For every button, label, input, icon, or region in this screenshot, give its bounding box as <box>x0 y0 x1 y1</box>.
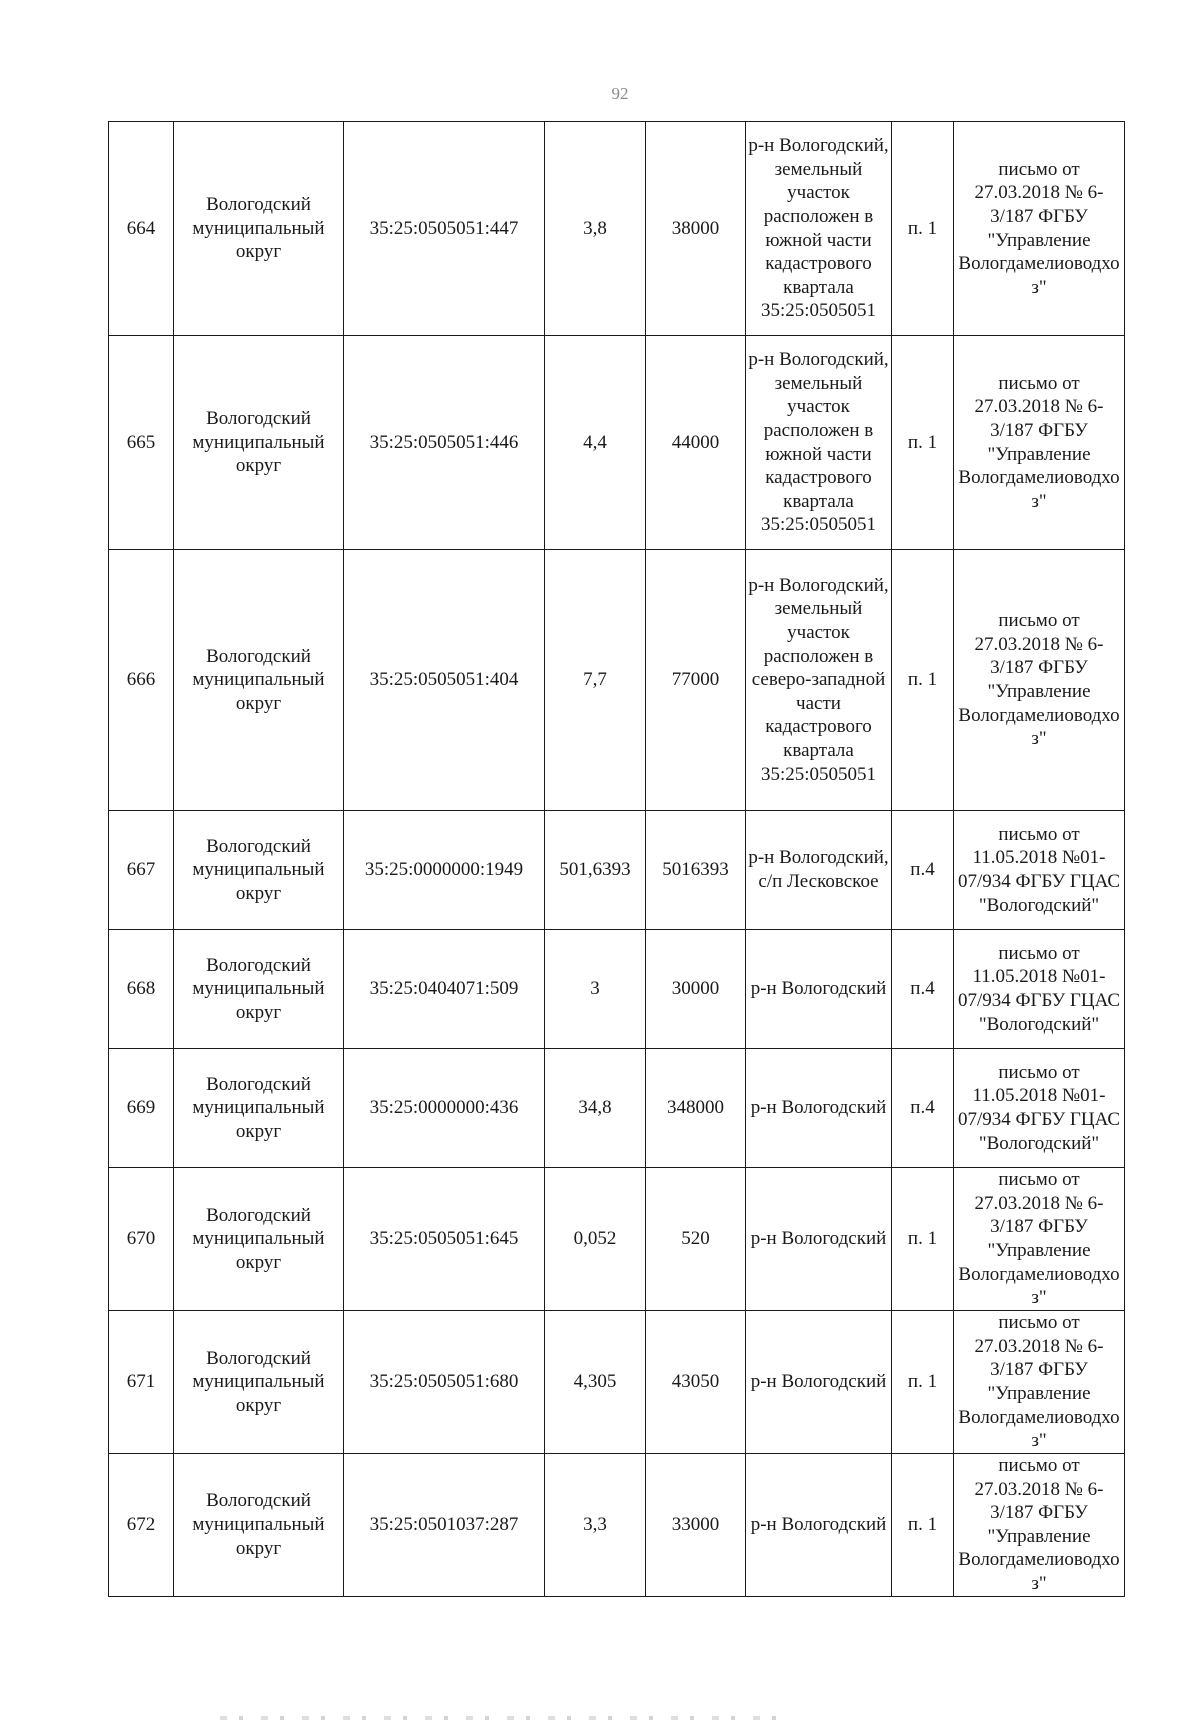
location-cell: р-н Вологодский <box>746 1168 892 1311</box>
cadastral-number-cell: 35:25:0000000:436 <box>344 1049 545 1168</box>
area-ha-cell: 3,3 <box>545 1454 646 1597</box>
point-cell: п. 1 <box>892 122 954 336</box>
area-ha-cell: 4,305 <box>545 1311 646 1454</box>
basis-cell: письмо от 27.03.2018 № 6-3/187 ФГБУ "Управление Вологдамелиоводхоз" <box>954 336 1125 550</box>
point-cell: п.4 <box>892 1049 954 1168</box>
point-cell: п. 1 <box>892 550 954 811</box>
point-cell: п. 1 <box>892 1168 954 1311</box>
district-cell: Вологодский муниципальный округ <box>174 550 344 811</box>
basis-cell: письмо от 27.03.2018 № 6-3/187 ФГБУ "Управление Вологдамелиоводхоз" <box>954 550 1125 811</box>
area-m2-cell: 348000 <box>646 1049 746 1168</box>
row-number: 670 <box>109 1168 174 1311</box>
district-cell: Вологодский муниципальный округ <box>174 930 344 1049</box>
cadastral-number-cell: 35:25:0505051:447 <box>344 122 545 336</box>
cadastral-number-cell: 35:25:0404071:509 <box>344 930 545 1049</box>
table-row <box>109 550 1125 811</box>
basis-cell: письмо от 27.03.2018 № 6-3/187 ФГБУ "Управление Вологдамелиоводхоз" <box>954 1168 1125 1311</box>
land-register-table <box>108 121 1125 1597</box>
row-number: 669 <box>109 1049 174 1168</box>
area-ha-cell: 501,6393 <box>545 811 646 930</box>
location-cell: р-н Вологодский <box>746 1311 892 1454</box>
point-cell: п. 1 <box>892 1311 954 1454</box>
row-number: 668 <box>109 930 174 1049</box>
basis-cell: письмо от 11.05.2018 №01-07/934 ФГБУ ГЦАС "Вологодский" <box>954 811 1125 930</box>
district-cell: Вологодский муниципальный округ <box>174 1454 344 1597</box>
location-cell: р-н Вологодский <box>746 930 892 1049</box>
basis-cell: письмо от 27.03.2018 № 6-3/187 ФГБУ "Управление Вологдамелиоводхоз" <box>954 122 1125 336</box>
row-number: 671 <box>109 1311 174 1454</box>
area-m2-cell: 520 <box>646 1168 746 1311</box>
location-cell: р-н Вологодский <box>746 1454 892 1597</box>
area-m2-cell: 33000 <box>646 1454 746 1597</box>
table-row <box>109 1454 1125 1597</box>
table-row <box>109 336 1125 550</box>
area-m2-cell: 77000 <box>646 550 746 811</box>
table-row <box>109 1049 1125 1168</box>
district-cell: Вологодский муниципальный округ <box>174 1311 344 1454</box>
area-m2-cell: 38000 <box>646 122 746 336</box>
location-cell: р-н Вологодский, земельный участок расположен в южной части кадастрового квартала 35:25:0505051 <box>746 336 892 550</box>
point-cell: п. 1 <box>892 1454 954 1597</box>
area-ha-cell: 3,8 <box>545 122 646 336</box>
location-cell: р-н Вологодский, земельный участок расположен в северо-западной части кадастрового квартала 35:25:0505051 <box>746 550 892 811</box>
district-cell: Вологодский муниципальный округ <box>174 336 344 550</box>
point-cell: п. 1 <box>892 336 954 550</box>
area-ha-cell: 34,8 <box>545 1049 646 1168</box>
table-row <box>109 1168 1125 1311</box>
row-number: 666 <box>109 550 174 811</box>
area-ha-cell: 4,4 <box>545 336 646 550</box>
area-ha-cell: 7,7 <box>545 550 646 811</box>
row-number: 664 <box>109 122 174 336</box>
area-ha-cell: 0,052 <box>545 1168 646 1311</box>
row-number: 672 <box>109 1454 174 1597</box>
basis-cell: письмо от 11.05.2018 №01-07/934 ФГБУ ГЦАС "Вологодский" <box>954 1049 1125 1168</box>
scan-artifact <box>220 1716 780 1720</box>
cadastral-number-cell: 35:25:0505051:446 <box>344 336 545 550</box>
basis-cell: письмо от 27.03.2018 № 6-3/187 ФГБУ "Управление Вологдамелиоводхоз" <box>954 1311 1125 1454</box>
point-cell: п.4 <box>892 930 954 1049</box>
point-cell: п.4 <box>892 811 954 930</box>
district-cell: Вологодский муниципальный округ <box>174 811 344 930</box>
area-m2-cell: 5016393 <box>646 811 746 930</box>
area-m2-cell: 43050 <box>646 1311 746 1454</box>
area-m2-cell: 30000 <box>646 930 746 1049</box>
cadastral-number-cell: 35:25:0501037:287 <box>344 1454 545 1597</box>
district-cell: Вологодский муниципальный округ <box>174 122 344 336</box>
district-cell: Вологодский муниципальный округ <box>174 1168 344 1311</box>
cadastral-number-cell: 35:25:0505051:404 <box>344 550 545 811</box>
area-m2-cell: 44000 <box>646 336 746 550</box>
table-row <box>109 811 1125 930</box>
table-row <box>109 122 1125 336</box>
basis-cell: письмо от 27.03.2018 № 6-3/187 ФГБУ "Управление Вологдамелиоводхоз" <box>954 1454 1125 1597</box>
row-number: 665 <box>109 336 174 550</box>
cadastral-number-cell: 35:25:0505051:680 <box>344 1311 545 1454</box>
table-row <box>109 930 1125 1049</box>
location-cell: р-н Вологодский, с/п Лесковское <box>746 811 892 930</box>
row-number: 667 <box>109 811 174 930</box>
cadastral-number-cell: 35:25:0000000:1949 <box>344 811 545 930</box>
table-row <box>109 1311 1125 1454</box>
district-cell: Вологодский муниципальный округ <box>174 1049 344 1168</box>
cadastral-number-cell: 35:25:0505051:645 <box>344 1168 545 1311</box>
location-cell: р-н Вологодский, земельный участок расположен в южной части кадастрового квартала 35:25:0505051 <box>746 122 892 336</box>
area-ha-cell: 3 <box>545 930 646 1049</box>
page-number: 92 <box>611 84 629 103</box>
basis-cell: письмо от 11.05.2018 №01-07/934 ФГБУ ГЦАС "Вологодский" <box>954 930 1125 1049</box>
location-cell: р-н Вологодский <box>746 1049 892 1168</box>
